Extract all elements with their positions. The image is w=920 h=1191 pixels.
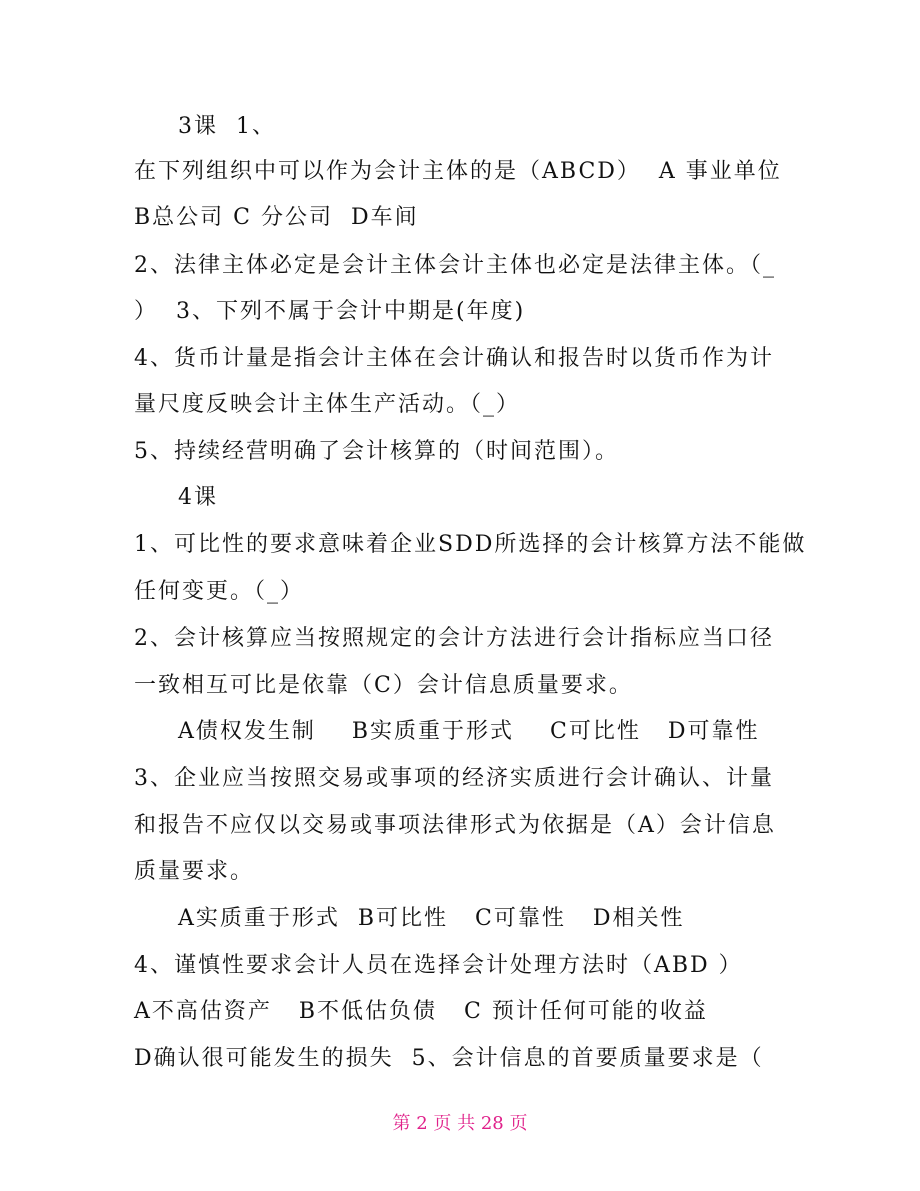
text-line: 2、会计核算应当按照规定的会计方法进行会计指标应当口径 bbox=[134, 626, 774, 651]
text-line: 量尺度反映会计主体生产活动。（_） bbox=[134, 392, 521, 417]
text-line: ） 3、下列不属于会计中期是(年度) bbox=[134, 299, 526, 324]
options-line: A实质重于形式 B可比性 C可靠性 D相关性 bbox=[178, 906, 685, 931]
text-line: 和报告不应仅以交易或事项法律形式为依据是（A）会计信息 bbox=[134, 813, 776, 838]
text-line: D确认很可能发生的损失 5、会计信息的首要质量要求是（ bbox=[134, 1046, 764, 1071]
section-heading: 4课 bbox=[178, 485, 218, 510]
text-line: 3、企业应当按照交易或事项的经济实质进行会计确认、计量 bbox=[134, 766, 774, 791]
options-line: A债权发生制 B实质重于形式 C可比性 D可靠性 bbox=[178, 719, 760, 744]
text-line: 质量要求。 bbox=[134, 859, 255, 884]
page-number-footer: 第 2 页 共 28 页 bbox=[392, 1113, 528, 1134]
text-line: B总公司 C 分公司 D车间 bbox=[134, 205, 419, 230]
text-line: 5、持续经营明确了会计核算的（时间范围）。 bbox=[134, 439, 619, 464]
text-line: 一致相互可比是依靠（C）会计信息质量要求。 bbox=[134, 673, 633, 698]
text-line: 4、谨慎性要求会计人员在选择会计处理方法时（ABD ） bbox=[134, 953, 743, 978]
text-line: 3课 1、 bbox=[178, 114, 276, 139]
text-line: 在下列组织中可以作为会计主体的是（ABCD） A 事业单位 bbox=[134, 159, 782, 184]
text-line: 4、货币计量是指会计主体在会计确认和报告时以货币作为计 bbox=[134, 346, 774, 371]
text-line: 2、法律主体必定是会计主体会计主体也必定是法律主体。（_ bbox=[134, 253, 776, 278]
text-line: 任何变更。（_） bbox=[134, 579, 305, 604]
text-line: 1、可比性的要求意味着企业SDD所选择的会计核算方法不能做 bbox=[134, 532, 807, 557]
options-line: A不高估资产 B不低估负债 C 预计任何可能的收益 bbox=[134, 999, 708, 1024]
